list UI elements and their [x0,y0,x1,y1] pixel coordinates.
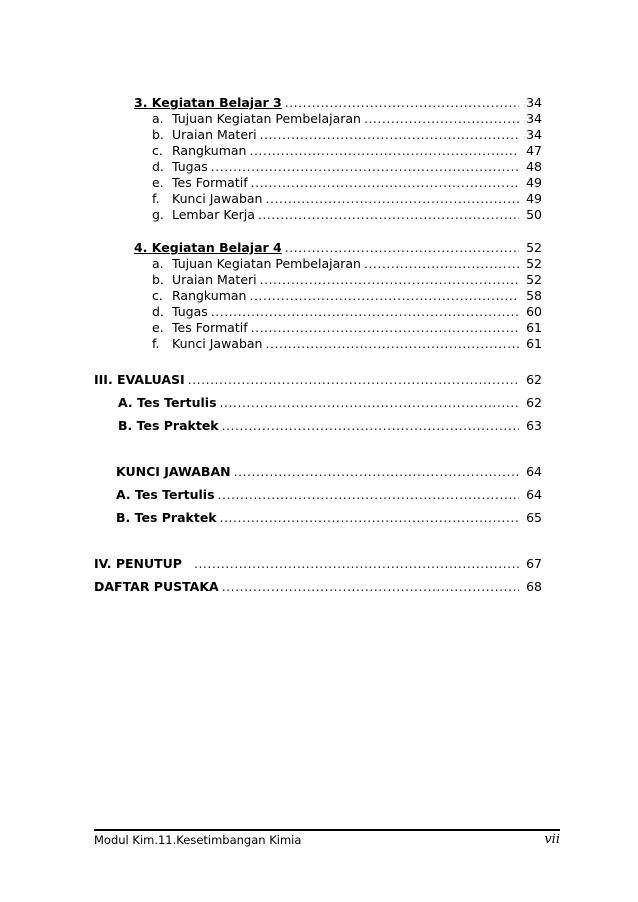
toc-label: f. Kunci Jawaban [152,191,263,206]
toc-entry [152,256,542,272]
toc-page-number: 68 [526,579,542,594]
toc-leader [194,556,519,572]
toc-leader [260,272,519,288]
toc-label: c. Rangkuman [152,143,247,158]
toc-page-number: 62 [526,372,542,387]
toc-entry [118,395,542,411]
toc-page-number: 64 [526,464,542,479]
toc-entry [94,579,542,595]
toc-label: d. Tugas [152,304,208,319]
toc-leader [251,175,519,191]
toc-page-number: 63 [526,418,542,433]
toc-page-number: 64 [526,487,542,502]
toc-page-number: 49 [526,191,542,206]
toc-entry [134,95,542,111]
toc-label: B. Tes Praktek [118,418,219,433]
toc-label: IV. PENUTUP [94,556,182,571]
toc-leader [218,487,519,503]
toc-leader [249,143,519,159]
toc-entry [152,207,542,223]
toc-label: b. Uraian Materi [152,127,257,142]
toc-label: 4. Kegiatan Belajar 4 [134,240,282,255]
toc-entry [152,272,542,288]
toc-entry [152,111,542,127]
toc-entry [94,556,542,572]
toc-leader [249,288,519,304]
toc-page-number: 62 [526,395,542,410]
toc-entry [116,510,542,526]
toc-entry [118,418,542,434]
toc-leader [285,240,519,256]
toc-label: a. Tujuan Kegiatan Pembelajaran [152,111,361,126]
toc-label: c. Rangkuman [152,288,247,303]
footer-page-number: vii [544,832,560,847]
toc-label: III. EVALUASI [94,372,185,387]
toc-page-number: 48 [526,159,542,174]
toc-leader [364,111,519,127]
toc-label: e. Tes Formatif [152,175,248,190]
toc-entry [152,159,542,175]
toc-page-number: 58 [526,288,542,303]
toc-leader [211,304,519,320]
footer-module-title: Modul Kim.11.Kesetimbangan Kimia [94,833,302,847]
toc-leader [364,256,519,272]
toc-label: 3. Kegiatan Belajar 3 [134,95,282,110]
toc-leader [285,95,519,111]
toc-page-number: 49 [526,175,542,190]
toc-leader [220,395,519,411]
toc-label: A. Tes Tertulis [116,487,215,502]
toc-page-number: 47 [526,143,542,158]
toc-page-number: 65 [526,510,542,525]
toc-label: DAFTAR PUSTAKA [94,579,219,594]
toc-leader [222,418,519,434]
toc-leader [266,336,520,352]
toc-leader [258,207,519,223]
toc-entry [116,464,542,480]
toc-leader [222,579,519,595]
toc-page-number: 34 [526,95,542,110]
toc-leader [260,127,519,143]
toc-page-number: 60 [526,304,542,319]
toc-entry [94,372,542,388]
footer-divider [94,829,560,831]
toc-page-number: 52 [526,240,542,255]
toc-entry [152,143,542,159]
toc-label: B. Tes Praktek [116,510,217,525]
toc-leader [234,464,519,480]
toc-page-number: 34 [526,127,542,142]
toc-label: b. Uraian Materi [152,272,257,287]
toc-leader [211,159,519,175]
toc-label: d. Tugas [152,159,208,174]
toc-leader [251,320,519,336]
toc-entry [152,304,542,320]
toc-page-number: 50 [526,207,542,222]
toc-label: g. Lembar Kerja [152,207,255,222]
toc-page-number: 34 [526,111,542,126]
toc-entry [152,127,542,143]
toc-label: a. Tujuan Kegiatan Pembelajaran [152,256,361,271]
toc-label: A. Tes Tertulis [118,395,217,410]
toc-label: KUNCI JAWABAN [116,464,231,479]
toc-leader [220,510,519,526]
toc-label: f. Kunci Jawaban [152,336,263,351]
toc-entry [152,288,542,304]
toc-entry [152,336,542,352]
toc-entry [152,191,542,207]
toc-entry [134,240,542,256]
toc-entry [152,320,542,336]
toc-page-number: 67 [526,556,542,571]
toc-page-number: 52 [526,272,542,287]
toc-label: e. Tes Formatif [152,320,248,335]
toc-page-number: 52 [526,256,542,271]
toc-entry [116,487,542,503]
toc-page-number: 61 [526,320,542,335]
toc-page-number: 61 [526,336,542,351]
toc-leader [266,191,520,207]
toc-entry [152,175,542,191]
toc-leader [188,372,519,388]
